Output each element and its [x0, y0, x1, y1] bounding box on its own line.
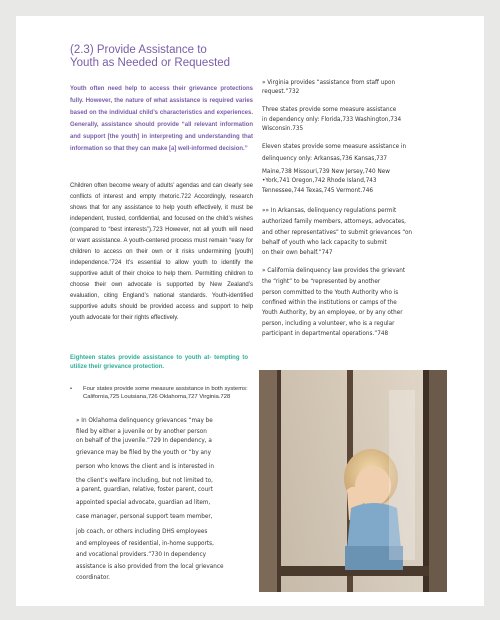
- virginia-line: » Virginia provides “assistance from staff upon: [262, 80, 396, 86]
- oklahoma-line: case manager, personal support team member,: [76, 514, 213, 520]
- delinquency-line: Tennessee,744 Texas,745 Vermont.746: [262, 188, 374, 194]
- california-line: » California delinquency law provides the grievant: [262, 268, 406, 274]
- oklahoma-line: job coach, or others including DHS employees: [76, 529, 208, 535]
- child-at-window-photo: [259, 370, 447, 592]
- arkansas-line: »» In Arkansas, delinquency regulations permit: [262, 208, 397, 214]
- oklahoma-line: grievance may be filed by the youth or “by any: [76, 450, 211, 456]
- arkansas-line: behalf of youth who lack capacity to submit: [262, 240, 387, 246]
- arkansas-line: and other representatives” to submit grievances “on: [262, 230, 413, 236]
- arkansas-line: authorized family members, attorneys, advocates,: [262, 219, 406, 225]
- section-title-line-2: Youth as Needed or Requested: [70, 57, 231, 69]
- oklahoma-line: a parent, guardian, relative, foster parent, court: [76, 487, 213, 493]
- oklahoma-line: » In Oklahoma delinquency grievances “may be: [76, 418, 213, 424]
- oklahoma-line: appointed special advocate, guardian ad litem,: [76, 500, 211, 506]
- delinquency-line: Maine,738 Missouri,739 New Jersey,740 New: [262, 169, 390, 175]
- delinquency-line: •York,741 Oregon,742 Rhode Island,743: [262, 178, 377, 184]
- teal-subheading: Eighteen states provide assistance to youth at- tempting to utilize their grievance protection.: [70, 355, 248, 370]
- oklahoma-line: filed by either a juvenile or by another person: [76, 429, 207, 435]
- oklahoma-line: assistance is also provided from the local grievance: [76, 564, 224, 570]
- oklahoma-line: coordinator.: [76, 575, 110, 581]
- dependency-line: Wisconsin.735: [262, 126, 304, 132]
- california-line: Youth Authority, by an employee, or by any other: [262, 310, 403, 316]
- bullet-text: Four states provide some measure assistance in both systems: California,725 Louisiana,726 Oklahoma,727 Virginia.728: [83, 386, 248, 400]
- body-paragraph: Children often become weary of adults’ agendas and can clearly see conflicts of interest and empty rhetoric.722 Accordingly, research shows that for any assistance to help youth effectively, it must be independent, trusted, confidential, and focused on the child’s wishes (compared to “best interests”).723 However, not all youth will need or want assistance. A youth-centered process must remain “easy for children to access on their own or it risks undermining [youth] independence.”724 It’s essential to allow youth to identify the supportive adult of their choice to help them. Permitting children to choose their own advocate is supported by New Zealand’s evaluation, citing England’s national standards. Youth-identified supportive adults should be provided access and support to help youth advocate for their rights effectively.: [70, 183, 253, 321]
- section-title-line-1: (2.3) Provide Assistance to: [70, 44, 207, 56]
- dependency-line: Three states provide some measure assistance: [262, 107, 397, 113]
- dependency-line: in dependency only: Florida,733 Washington,734: [262, 117, 402, 123]
- curtain-left: [259, 370, 277, 592]
- arkansas-line: on their own behalf.”747: [262, 250, 333, 256]
- california-line: person, including a volunteer, who is a regular: [262, 321, 395, 327]
- oklahoma-line: the client’s welfare including, but not limited to,: [76, 478, 213, 484]
- california-line: confined within the institutions or camps of the: [262, 300, 397, 306]
- oklahoma-line: and vocational providers.”730 In dependency: [76, 552, 206, 558]
- oklahoma-line: person who knows the client and is interested in: [76, 464, 214, 470]
- virginia-line: request.”732: [262, 89, 300, 95]
- delinquency-line: delinquency only: Arkansas,736 Kansas,737: [262, 156, 388, 162]
- intro-paragraph: Youth often need help to access their grievance protections fully. However, the nature of what assistance is required varies based on the individual child’s characteristics and experiences. Generally, assistance should provide “all relevant information and support [the youth] in interpreting and understanding that information so that they can make [a] well-informed decision.”: [70, 86, 253, 152]
- curtain-right: [429, 370, 447, 592]
- oklahoma-line: and employees of residential, in-home supports,: [76, 541, 214, 547]
- glass-reflection: [389, 390, 415, 560]
- section-title: [70, 44, 270, 70]
- california-line: participant in departmental operations.”748: [262, 331, 389, 337]
- delinquency-line: Eleven states provide some measure assistance in: [262, 144, 407, 150]
- california-line: person committed to the Youth Authority who is: [262, 290, 399, 296]
- oklahoma-line: on behalf of the juvenile.”729 In dependency, a: [76, 438, 212, 444]
- california-line: the “right” to be “represented by another: [262, 279, 381, 285]
- bullet-marker: •: [70, 386, 73, 392]
